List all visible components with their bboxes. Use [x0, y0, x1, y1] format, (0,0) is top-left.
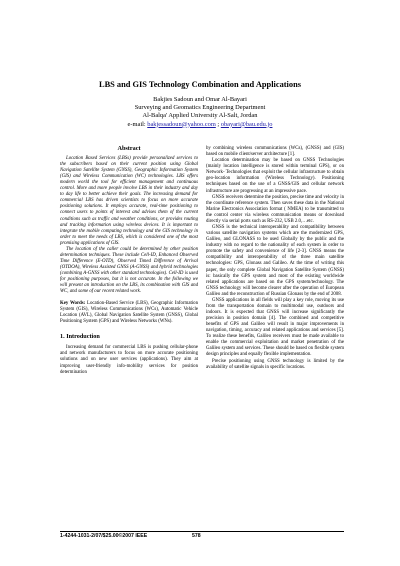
- body-paragraph: by combining wireless communications (WCs), (GNSS) and (GIS) based on mobile client/server architecture [1].: [206, 146, 344, 158]
- keywords-label: Key Words:: [60, 301, 86, 307]
- abstract-paragraph: The location of the caller could be determined by other position determination techniques. These include Cell-ID, Enhanced Observed Time Difference (E-OTD), Observed Timed Difference of Arrival (OTDOA), Wireless Assisted GNSS (A-GNSS) and hybrid technologies (combining A-GNSS with other standard technologies). Cell-ID is used for positioning purposes, but it is not accurate. In the following we will present an introduction on the LBS, its combination with GIS and WC, and some of our recent related work.: [60, 246, 198, 295]
- body-paragraph: Location determination may be based on GNSS Technologies (mainly location intelligence is stored within terminal GPS), or on Network- Technologies that exploit the cellular infrastructure to obtain geo-location information (Wireless Technology). Positioning techniques based on the use of a GNSS/GIS and cellular network infrastructure are progressing at an impressive pace.: [206, 158, 344, 194]
- abstract-body: [60, 156, 198, 295]
- page-number: 578: [192, 533, 201, 539]
- body-paragraph: GNSS receivers determine the position, precise time and velocity in the coordinate reference system. Then saves these data in the National Marine Electronics Association format ( NMEA) to be transmitted to the control center via wireless communication means or download directly via serial ports such as RS-232, USB 2.0,…etc.: [206, 194, 344, 224]
- introduction-heading: 1. Introduction: [60, 333, 100, 341]
- footer-divider: [60, 531, 344, 532]
- abstract-heading: Abstract: [117, 145, 141, 152]
- author-emails: [0, 121, 400, 129]
- keywords-text: Location-Based Service (LBS), Geographic Information System (GIS), Wireless Communications (WCs), Automatic Vehicle Location (AVL), Global Navigation Satellite System (GNSS), Global Positioning System (GPS) and Wireless Networks (WNs).: [60, 301, 199, 325]
- email-prefix: e-mail:: [127, 120, 148, 128]
- introduction-body: [60, 345, 198, 375]
- author-affiliation: Al-Balqa' Applied University Al-Salt, Jordan: [142, 112, 258, 120]
- keywords: [60, 301, 198, 325]
- author-department: Surveying and Geomatics Engineering Department: [134, 104, 266, 112]
- abstract-paragraph: Location Based Services (LBSs) provide personalized services to the subscribers based on their current position using Global Navigation Satellite System (GNSS), Geographic Information System (GIS) and Wireless Communication (WC) technologies. LBS offers modern world the tool for efficient management and continuous control. More and more people involve LBS in their industry and day to day life to better achieve their goals. The increasing demand for commercial LBS has driven scientists to focus on more accurate positioning solutions. It employs accurate, real-time positioning to connect users to points of interest and advises them of the current conditions such as traffic and weather conditions, or provides routing and tracking information using wireless devices. It is important to integrate the mobile computing technology and the GIS technology in order to meet the needs of LBS, which is considered one of the most promising applications of GIS.: [60, 156, 198, 246]
- left-column: [60, 146, 198, 376]
- author-names: Bakjies Sadoun and Omar Al-Bayari: [153, 96, 247, 103]
- body-paragraph: GNSS applications in all fields will play a key role, moving its use from the transportation domain to multimodal use, outdoors and indoors. It is expected that GNSS will increase significantly the precision in position domain [4]. The combined and competitive benefits of GPS and Galileo will result in major improvements in navigation, timing, accuracy and related applications and services [5]. To realize these benefits, Galileo receivers must be made available to enable the commercial exploitation and market penetration of the Galileo system and services. These should be based on flexible system design principles and equally flexible implementation.: [206, 297, 344, 358]
- author-block: [0, 96, 400, 129]
- paper-title: LBS and GIS Technology Combination and Applications: [98, 80, 301, 89]
- footer-isbn: 1-4244-1031-2/07/$25.00©2007 IEEE: [60, 533, 148, 539]
- body-paragraph: GNSS is the technical interoperability and compatibility between various satellite navigation systems which are the modernized GPS, Galileo, and GLONASS to be used Globally by the public and the industry with no regard to the nationality of each system in order to promote the safety and convenience of life [2-3]. GNSS means the compatibility and interoperability of the three main satellite technologies: GPS, Glonass and Galileo. At the time of writing this paper, the only complete Global Navigation Satellite System (GNSS) is: basically the GPS system and most of the existing worldwide related applications are based on the GPS system/technology. The GNSS technology will become clearer after the operation of European Galileo and the reconstruction of Russian Glonass by the end of 2008.: [206, 225, 344, 297]
- email-separator: ;: [215, 120, 221, 128]
- body-paragraph: Precise positioning using GNSS technology is limited by the availability of satellite signals in specific locations.: [206, 358, 344, 370]
- right-column: [206, 146, 344, 371]
- email-link-2[interactable]: obayari@bau.edu.jo: [220, 120, 273, 128]
- introduction-paragraph: Increasing demand for commercial LBS is pushing cellular-phone and network manufacturers to focus on more accurate positioning solutions and on new user services (applications). They aim at improving user-friendly info-mobility services for position determination: [60, 345, 198, 375]
- email-link-1[interactable]: bakjessadoun@yahoo.com: [147, 120, 216, 128]
